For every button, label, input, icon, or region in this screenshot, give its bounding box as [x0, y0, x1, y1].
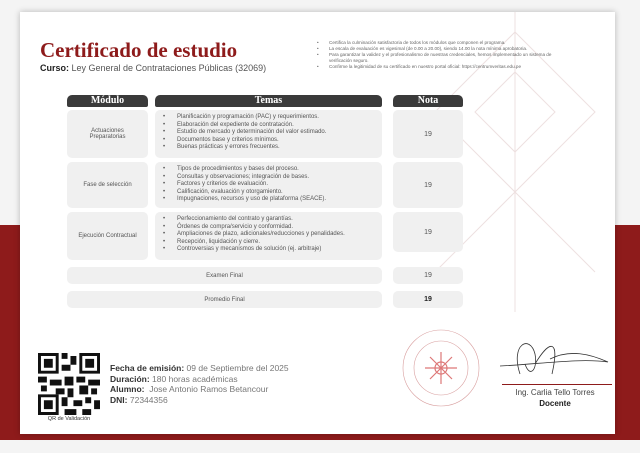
note: • La escala de evaluación es vigesimal (de 0.00 a 20.00), siendo 14.00 la nota mínima aprobatoria. [315, 46, 565, 52]
certificate [20, 12, 615, 434]
note: • Para garantizar la validez y el profesionalismo de nuestras credenciales, hemos implementado un sistema de verificación seguro. [315, 52, 565, 64]
date-label: Fecha de emisión: [110, 363, 185, 373]
exam-label: Examen Final [67, 267, 382, 284]
topic: • Buenas prácticas y errores frecuentes. [163, 144, 382, 152]
module-grade: 19 [393, 212, 463, 252]
module-name: Actuaciones Preparatorias [67, 110, 148, 158]
topic: • Consultas y observaciones; integración de bases. [163, 174, 382, 182]
module-name: Ejecución Contractual [67, 212, 148, 260]
course-name: Ley General de Contrataciones Públicas (32069) [71, 63, 267, 73]
page-title: Certificado de estudio [40, 38, 238, 62]
certificate-info [110, 363, 289, 405]
topic: • Perfeccionamiento del contrato y garantías. [163, 216, 382, 224]
module-name: Fase de selección [67, 162, 148, 208]
topic: • Calificación, evaluación y otorgamiento. [163, 189, 382, 197]
average-grade: 19 [393, 291, 463, 308]
dni-label: DNI: [110, 394, 128, 405]
topic: • Tipos de procedimientos y bases del proceso. [163, 166, 382, 174]
module-grade: 19 [393, 162, 463, 208]
signature [490, 334, 610, 382]
topic: • Elaboración del expediente de contratación. [163, 122, 382, 130]
topic: • Estudio de mercado y determinación del valor estimado. [163, 129, 382, 137]
header-grade: Nota [393, 95, 463, 107]
topic: • Factores y criterios de evaluación. [163, 181, 382, 189]
signer-role: Docente [539, 399, 571, 408]
topic: • Órdenes de compra/servicio y conformidad. [163, 224, 382, 232]
topic: • Planificación y programación (PAC) y requerimientos. [163, 114, 382, 122]
signer-name: Ing. Carlia Tello Torres [515, 388, 595, 397]
topic: • Impugnaciones, recursos y uso de plataforma (SEACE). [163, 196, 382, 204]
module-topics [155, 212, 382, 260]
student-name: Jose Antonio Ramos Betancour [149, 384, 269, 394]
header-module: Módulo [67, 95, 148, 107]
issue-date: 09 de Septiembre del 2025 [186, 363, 289, 373]
signature-line [502, 384, 612, 385]
duration-label: Duración: [110, 373, 150, 384]
note: • Certifica la culminación satisfactoria de todos los módulos que componen el programa. [315, 40, 565, 46]
note: • Confirme la legitimidad de su certificado en nuestro portal oficial: https://centrumveritas.edu.pe [315, 64, 565, 70]
certificate-notes [315, 40, 565, 70]
dni: 72344356 [129, 394, 168, 405]
duration: 180 horas académicas [152, 373, 238, 384]
institution-seal [401, 328, 481, 408]
module-topics [155, 162, 382, 208]
qr-code[interactable] [38, 353, 100, 415]
course [40, 63, 266, 73]
topic: • Recepción, liquidación y cierre. [163, 239, 382, 247]
topic: • Documentos base y criterios mínimos. [163, 137, 382, 145]
qr-label: QR de Validación [47, 416, 91, 422]
course-label: Curso: [40, 63, 69, 73]
topic: • Controversias y mecanismos de solución (ej. arbitraje) [163, 246, 382, 254]
module-topics [155, 110, 382, 158]
student-label: Alumno: [110, 384, 145, 394]
module-grade: 19 [393, 110, 463, 158]
topic: • Ampliaciones de plazo, adicionales/reducciones y penalidades. [163, 231, 382, 239]
exam-grade: 19 [393, 267, 463, 284]
header-topics: Temas [155, 95, 382, 107]
average-label: Promedio Final [67, 291, 382, 308]
